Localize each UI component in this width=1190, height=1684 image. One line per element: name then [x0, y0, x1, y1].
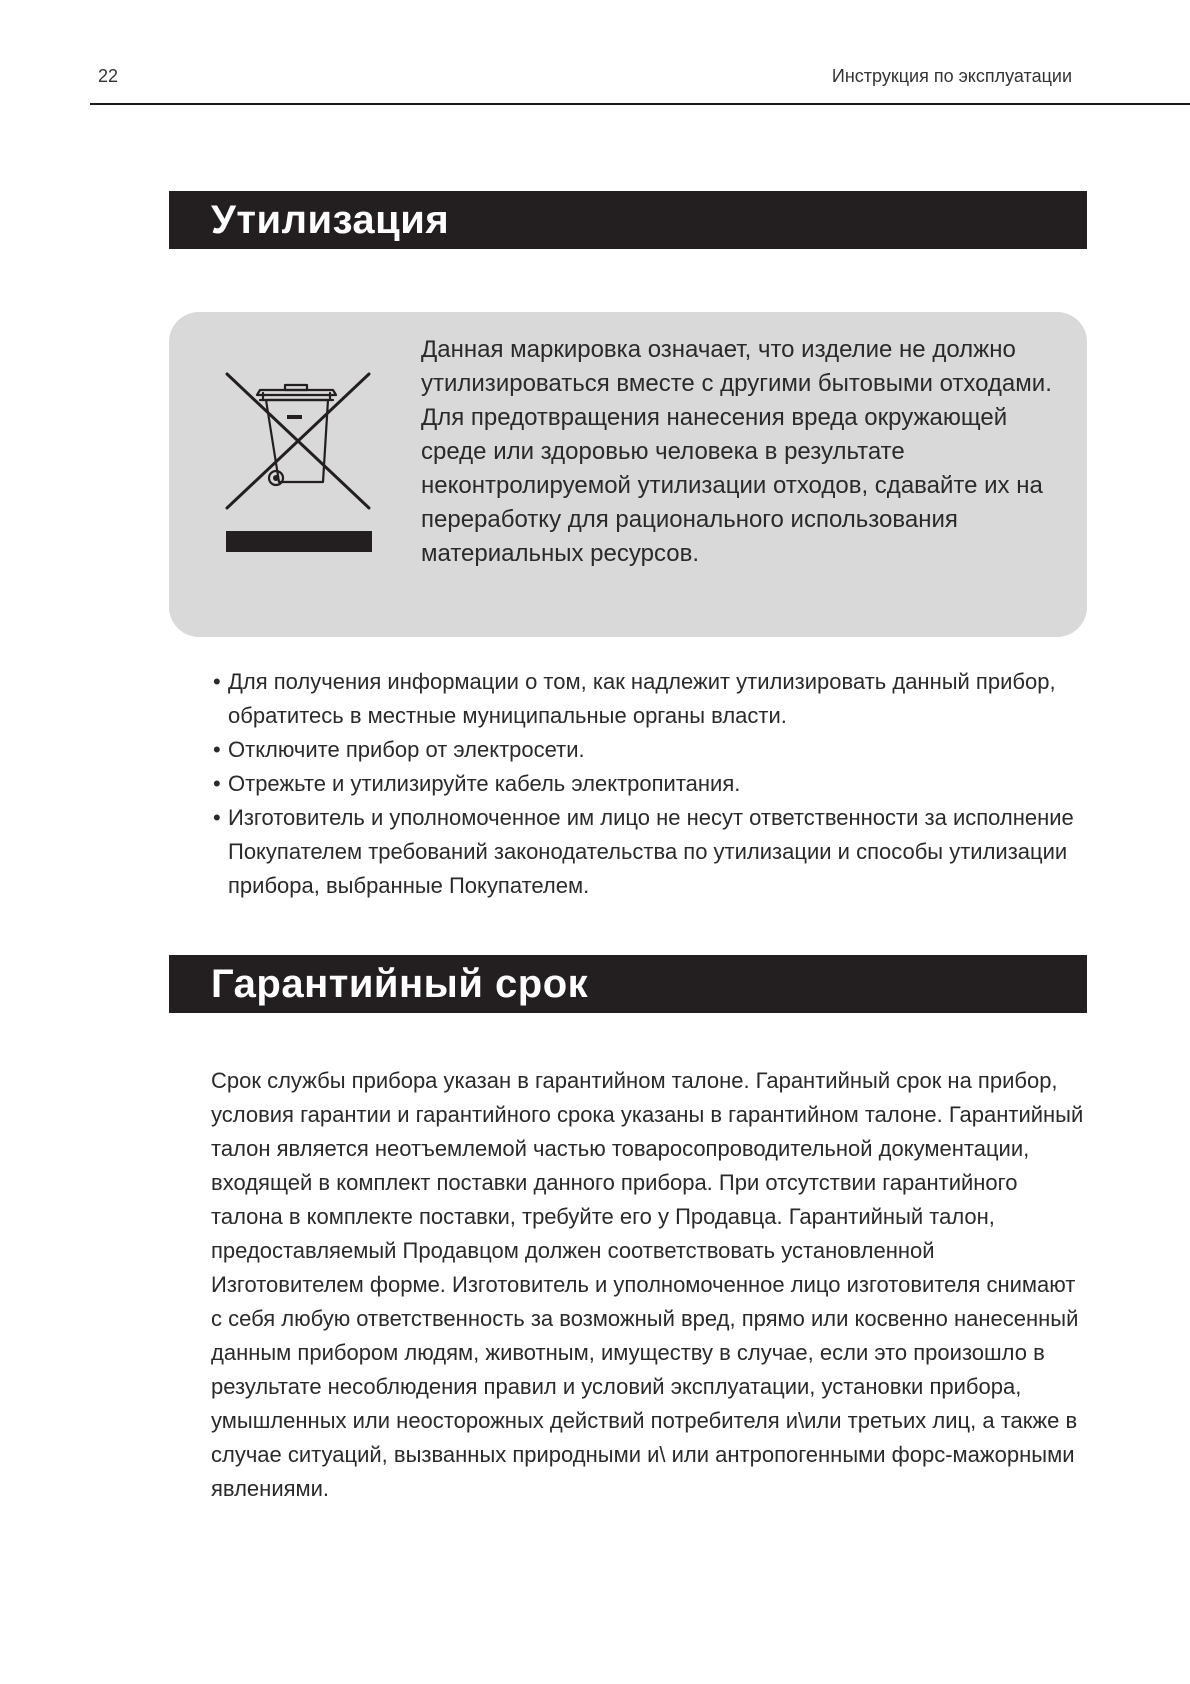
disposal-instructions-list: [213, 665, 1093, 903]
list-item: • Отключите прибор от электросети.: [213, 733, 1093, 767]
marking-description: Данная маркировка означает, что изделие не должно утилизироваться вместе с другими бытовыми отходами. Для предотвращения нанесения вреда окружающей среде или здоровью человека в результате неконтролируемой утилизации отходов, сдавайте их на переработку для рационального использования материальных ресурсов.: [421, 336, 1052, 567]
section-heading-disposal: Утилизация: [169, 191, 1087, 249]
crossed-out-wheelie-bin-icon: [223, 370, 373, 552]
document-title: Инструкция по эксплуатации: [831, 66, 1072, 86]
list-item: • Изготовитель и уполномоченное им лицо не несут ответственности за исполнение Покупателем требований законодательства по утилизации и способы утилизации прибора, выбранные Покупателем.: [213, 801, 1093, 903]
list-item: • Для получения информации о том, как надлежит утилизировать данный прибор, обратитесь в местные муниципальные органы власти.: [213, 665, 1093, 733]
section-heading-warranty: Гарантийный срок: [169, 955, 1087, 1013]
list-item: • Отрежьте и утилизируйте кабель электропитания.: [213, 767, 1093, 801]
warranty-paragraph: Срок службы прибора указан в гарантийном талоне. Гарантийный срок на прибор, условия гарантии и гарантийного срока указаны в гарантийном талоне. Гарантийный талон является неотъемлемой частью товаросопроводительной документации, входящей в комплект поставки данного прибора. При отсутствии гарантийного талона в комплекте поставки, требуйте его у Продавца. Гарантийный талон, предоставляемый Продавцом должен соответствовать установленной Изготовителем форме. Изготовитель и уполномоченное лицо изготовителя снимают с себя любую ответственность за возможный вред, прямо или косвенно нанесенный данным прибором людям, животным, имуществу в случае, если это произошло в результате несоблюдения правил и условий эксплуатации, установки прибора, умышленных или неосторожных действий потребителя и\или третьих лиц, а также в случае ситуаций, вызванных природными и\ или антропогенными форс-мажорными явлениями.: [211, 1068, 1084, 1501]
page-number: 22: [98, 66, 119, 86]
header-divider: [90, 103, 1190, 105]
